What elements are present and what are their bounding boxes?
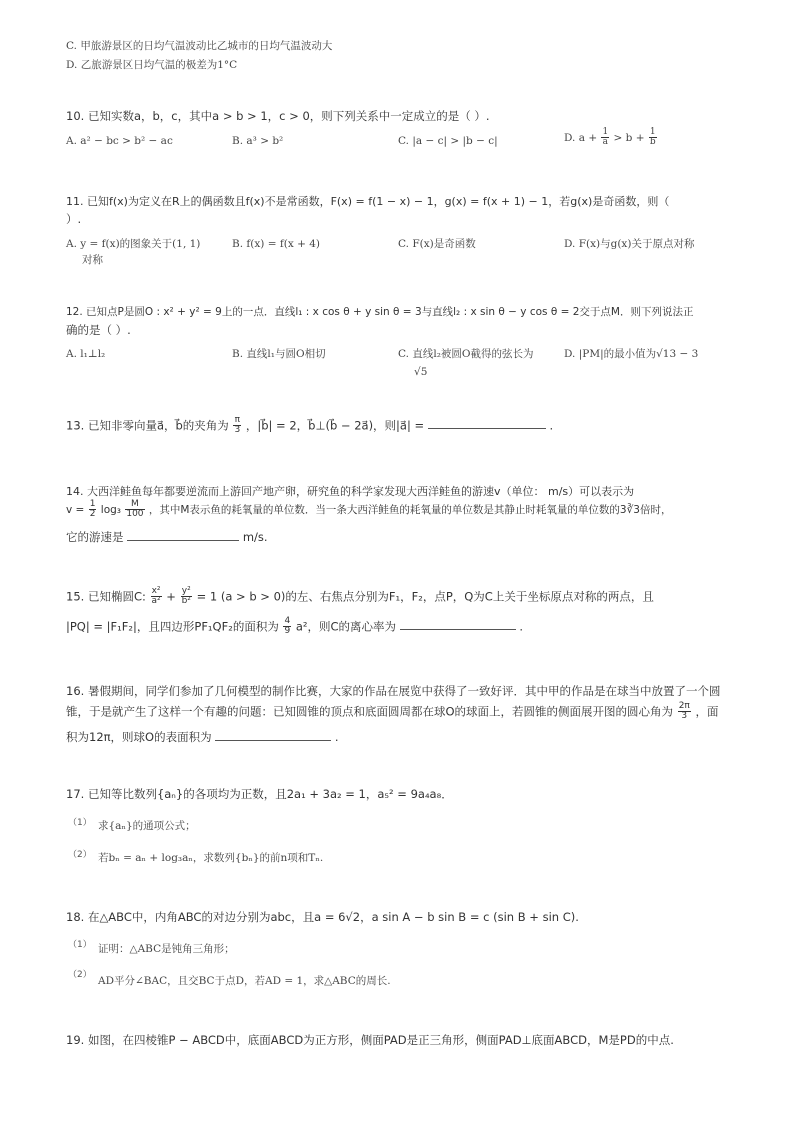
q14-v-eq: v = (66, 503, 85, 516)
q16-line2-post: ，面 (695, 704, 719, 719)
q16-frac-den: 3 (681, 711, 688, 722)
q10-option-b: B. a³ > b² (232, 135, 284, 147)
q11-option-d: D. F(x)与g(x)关于原点对称 (564, 238, 695, 250)
q14-frac-m-den: 100 (126, 509, 144, 520)
q15-frac-y (181, 587, 192, 607)
q14-line3-pre: 它的游速是 (66, 530, 124, 544)
q17-stem: 17. 已知等比数列{aₙ}的各项均为正数，且2a₁ + 3a₂ = 1，a₅² = 9a₄a₈． (66, 787, 453, 801)
q13-end: . (549, 418, 554, 433)
q11-option-c: C. F(x)是奇函数 (398, 238, 476, 250)
q12-option-b: B. 直线l₁与圆O相切 (232, 348, 326, 360)
q10-d-frac2-den: b (649, 137, 656, 148)
q15-plus: + (166, 589, 176, 604)
q12-option-a: A. l₁⊥l₂ (66, 348, 106, 360)
q10-stem: 10. 已知实数a，b，c，其中a > b > 1，c > 0，则下列关系中一定成立的是（ ）. (66, 109, 490, 123)
q9-option-d: D. 乙旅游景区日均气温的极差为1°C (66, 59, 238, 71)
q15-frac-x (151, 587, 162, 607)
q14-log: log₃ (100, 503, 121, 516)
q10-d-frac2-num: 1 (649, 127, 656, 137)
q15-line1 (66, 587, 654, 607)
q11-stem-line2: ）. (66, 212, 82, 226)
q14-unit: m/s. (242, 530, 268, 544)
q13-frac (233, 416, 241, 436)
q18-part1: 证明：△ABC是钝角三角形； (98, 943, 235, 955)
q15-line2-mid: a²，则C的离心率为 (295, 619, 397, 634)
q15-line2-pre: |PQ| = |F₁F₂|，且四边形PF₁QF₂的面积为 (66, 619, 279, 634)
q14-frac-m (125, 500, 144, 520)
q14-frac-half (89, 500, 97, 520)
q15-pre: 15. 已知椭圆C: (66, 589, 146, 604)
q16-frac (678, 702, 691, 722)
q14-frac-half-den: 2 (89, 509, 96, 520)
q15-frac-y-num: y² (181, 586, 191, 596)
q18-stem: 18. 在△ABC中，内角ABC的对边分别为abc，且a = 6√2，a sin A − b sin B = c (sin B + sin C). (66, 910, 579, 924)
q13-pre: 13. 已知非零向量a⃗，b⃗的夹角为 (66, 418, 229, 433)
q15-line2 (66, 617, 523, 637)
q10-option-c: C. |a − c| > |b − c| (398, 135, 498, 147)
q16-line2 (66, 702, 719, 722)
q16-end: . (334, 730, 339, 744)
q9-option-c: C. 甲旅游景区的日均气温波动比乙城市的日均气温波动大 (66, 40, 333, 52)
q15-frac-x-den: a² (151, 596, 161, 607)
q13-answer-blank[interactable] (428, 418, 546, 429)
q14-line2-post: ，其中M表示鱼的耗氧量的单位数．当一条大西洋鲑鱼的耗氧量的单位数是其静止时耗氧量的单位数的3∛3倍时， (148, 503, 672, 516)
q19-stem: 19. 如图，在四棱锥P − ABCD中，底面ABCD为正方形，侧面PAD是正三角形，侧面PAD⊥底面ABCD，M是PD的中点. (66, 1033, 674, 1047)
q16-frac-num: 2π (678, 701, 690, 711)
q17-part1-number: （1） (68, 818, 92, 828)
q14-frac-m-num: M (125, 500, 144, 510)
q13-frac-num: π (234, 415, 241, 425)
q14-line3 (66, 530, 268, 545)
q13-frac-den: 3 (234, 425, 241, 436)
q16-answer-blank[interactable] (215, 730, 331, 741)
q16-line3 (66, 730, 339, 745)
q13-stem (66, 416, 553, 436)
q15-frac-area-num: 4 (284, 616, 291, 626)
q10-d-mid: > b + (613, 131, 645, 144)
q10-d-frac1 (601, 128, 609, 148)
q11-option-b: B. f(x) = f(x + 4) (232, 238, 321, 250)
q15-end: . (519, 619, 524, 634)
q17-part1: 求{aₙ}的通项公式； (98, 820, 196, 832)
q10-option-d (564, 128, 658, 148)
q15-frac-y-den: b² (181, 596, 191, 607)
q15-answer-blank[interactable] (400, 619, 516, 630)
q13-post: ，|b⃗| = 2，b⃗⊥(b⃗ − 2a⃗)，则|a⃗| = (245, 418, 425, 433)
q14-line2 (66, 500, 671, 520)
q16-line1: 16. 暑假期间，同学们参加了几何模型的制作比赛，大家的作品在展览中获得了一致好评．其中甲的作品是在球当中放置了一个圆 (66, 684, 721, 698)
q18-part2: AD平分∠BAC，且交BC于点D，若AD = 1，求△ABC的周长. (98, 975, 391, 987)
q17-part2: 若bₙ = aₙ + log₃aₙ，求数列{bₙ}的前n项和Tₙ. (98, 852, 324, 864)
q10-option-a: A. a² − bc > b² − ac (66, 135, 173, 147)
q18-part1-number: （1） (68, 940, 92, 950)
q17-part2-number: （2） (68, 850, 92, 860)
q12-option-d: D. |PM|的最小值为√13 − 3 (564, 348, 699, 360)
q18-part2-number: （2） (68, 970, 92, 980)
q16-line3-pre: 积为12π，则球O的表面积为 (66, 730, 212, 744)
q10-d-frac1-den: a (602, 137, 609, 148)
q11-option-a: A. y = f(x)的图象关于(1, 1) (66, 238, 201, 250)
q14-answer-blank[interactable] (127, 530, 239, 541)
q11-stem-line1: 11. 已知f(x)为定义在R上的偶函数且f(x)不是常函数，F(x) = f(1 − x) − 1，g(x) = f(x + 1) − 1，若g(x)是奇函数，则（ (66, 195, 670, 208)
q10-d-frac2 (649, 128, 657, 148)
q12-stem-line2: 确的是（ ）. (66, 323, 131, 337)
q10-d-pre: D. a + (564, 131, 598, 144)
q12-option-c-cont: √5 (414, 366, 428, 378)
q15-line1-post: = 1 (a > b > 0)的左、右焦点分别为F₁，F₂，点P，Q为C上关于坐标原点对称的两点，且 (196, 589, 654, 604)
q10-d-frac1-num: 1 (602, 127, 609, 137)
q16-line2-pre: 锥，于是就产生了这样一个有趣的问题：已知圆锥的顶点和底面圆周都在球O的球面上，若圆锥的侧面展开图的圆心角为 (66, 704, 674, 719)
q11-option-a-cont: 对称 (82, 254, 103, 266)
q12-stem-line1: 12. 已知点P是圆O : x² + y² = 9上的一点．直线l₁ : x cos θ + y sin θ = 3与直线l₂ : x sin θ − y cos θ = 2交于点M．则下列说法正 (66, 306, 694, 318)
q12-option-c: C. 直线l₂被圆O截得的弦长为 (398, 348, 534, 360)
q15-frac-area (283, 617, 291, 637)
q15-frac-x-num: x² (151, 586, 161, 596)
q15-frac-area-den: 9 (284, 626, 291, 637)
q14-line1: 14. 大西洋鲑鱼每年都要逆流而上游回产地产卵，研究鱼的科学家发现大西洋鲑鱼的游速v（单位： m/s）可以表示为 (66, 485, 635, 498)
q14-frac-half-num: 1 (89, 499, 96, 509)
